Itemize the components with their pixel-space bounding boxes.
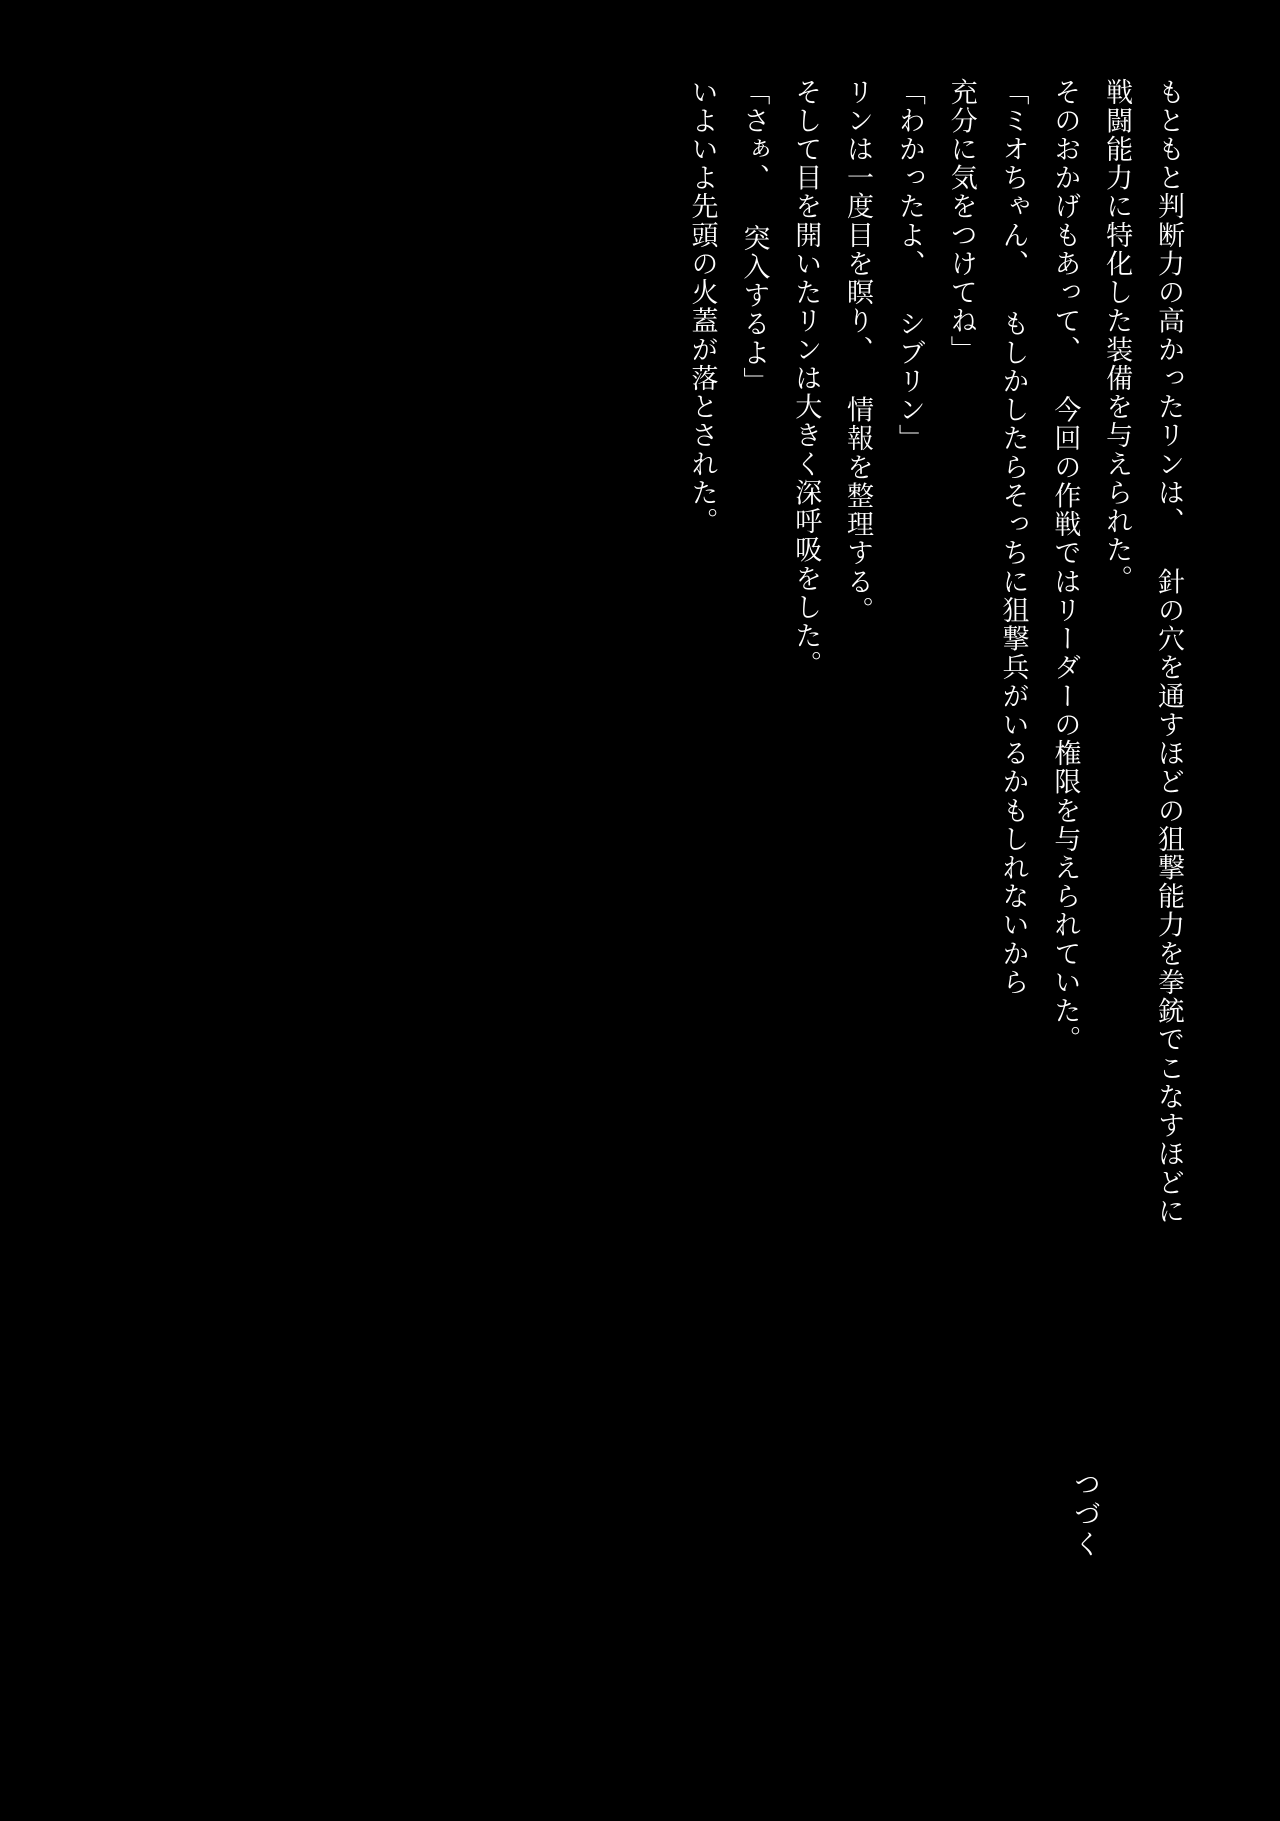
story-line: 「わかったよ、 シブリン」 — [894, 78, 925, 454]
story-line: リンは一度目を瞑り、 情報を整理する。 — [843, 78, 874, 625]
story-line: 充分に気をつけてね」 — [946, 78, 977, 365]
story-line: 「ミオちゃん、 もしかしたらそっちに狙撃兵がいるかもしれないから — [998, 78, 1029, 997]
story-line: もともと判断力の高かったリンは、 針の穴を通すほどの狙撃能力を拳銃でこなすほどに — [1154, 78, 1184, 1226]
story-line: そして目を開いたリンは大きく深呼吸をした。 — [791, 78, 822, 680]
story-text-block — [676, 78, 1194, 1378]
story-line: いよいよ先頭の火蓋が落とされた。 — [687, 78, 718, 536]
story-line: 「さぁ、 突入するよ」 — [739, 78, 770, 396]
continued-label: つづく — [1070, 1470, 1100, 1561]
story-line: 戦闘能力に特化した装備を与えられた。 — [1102, 78, 1133, 594]
story-line: そのおかげもあって、 今回の作戦ではリーダーの権限を与えられていた。 — [1050, 78, 1081, 1055]
